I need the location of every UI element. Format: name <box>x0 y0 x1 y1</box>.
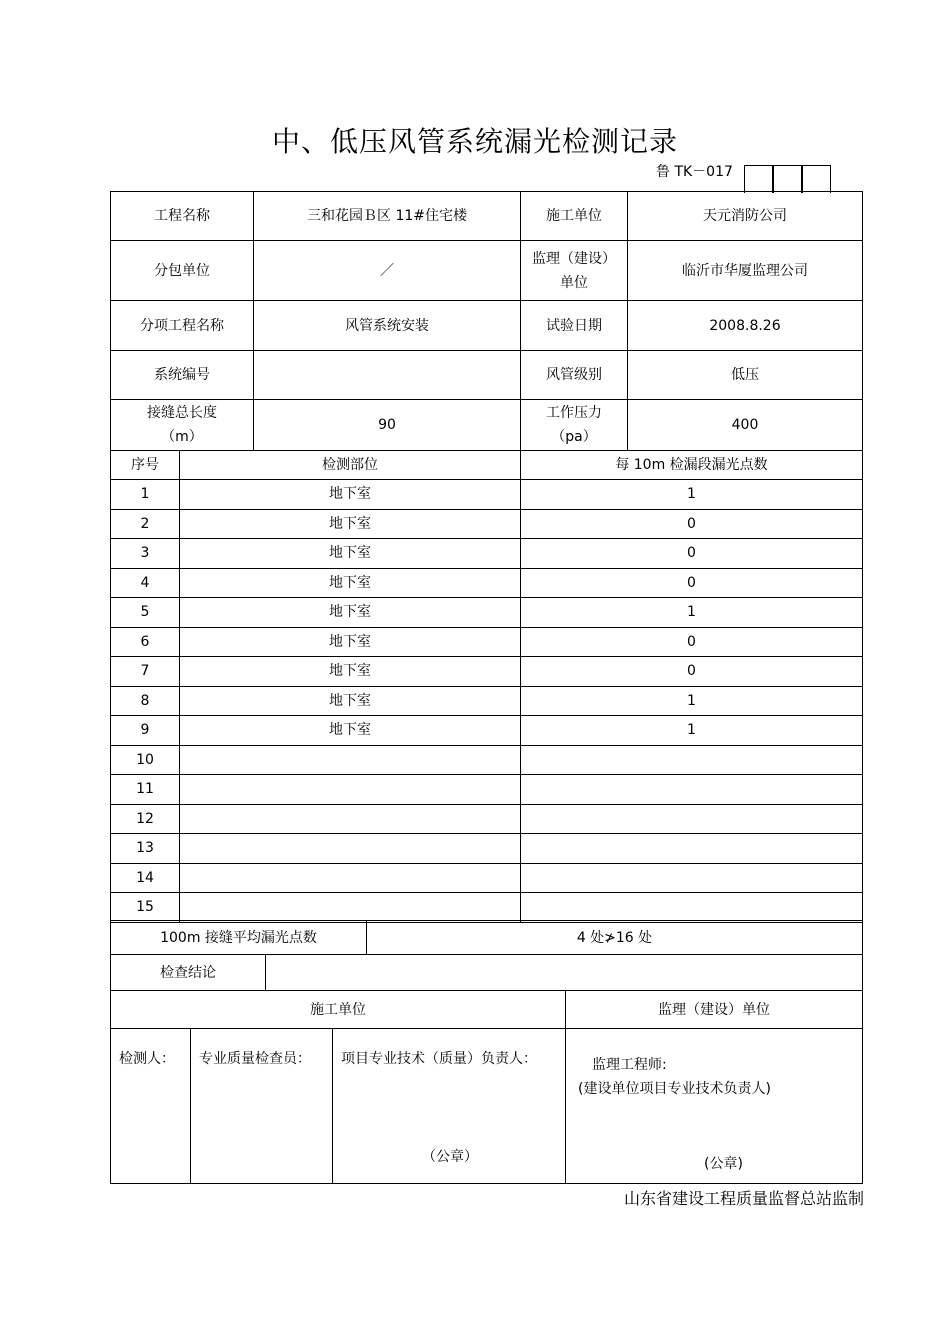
contractor: 天元消防公司 <box>628 192 863 241</box>
row-location <box>180 804 521 834</box>
project-name-label: 工程名称 <box>111 192 254 241</box>
duct-class-label: 风管级别 <box>521 351 628 400</box>
subitem-label: 分项工程名称 <box>111 301 254 351</box>
row-points <box>521 893 863 923</box>
row-points: 0 <box>521 657 863 687</box>
code-box-2 <box>773 165 802 193</box>
row-location: 地下室 <box>180 509 521 539</box>
footer-issuer: 山东省建设工程质量监督总站监制 <box>623 1189 864 1208</box>
conclusion-label: 检查结论 <box>111 955 266 991</box>
row-no: 13 <box>111 834 180 864</box>
inspector-label: 检测人： <box>111 1029 191 1184</box>
table-row <box>111 598 863 628</box>
row-no: 8 <box>111 686 180 716</box>
subcontractor: ／ <box>254 241 521 301</box>
work-pressure: 400 <box>628 400 863 451</box>
engineer-label: 监理工程师: <box>592 1057 667 1073</box>
table-row <box>111 568 863 598</box>
table-row <box>111 657 863 687</box>
supervisor-label: 监理（建设）单位 <box>521 241 628 301</box>
table-row <box>111 686 863 716</box>
work-pressure-label: 工作压力（pa） <box>521 400 628 451</box>
table-row <box>111 627 863 657</box>
table-row <box>111 834 863 864</box>
code-box-3 <box>802 165 831 193</box>
table-row <box>111 509 863 539</box>
row-points: 1 <box>521 716 863 746</box>
seam-length: 90 <box>254 400 521 451</box>
supervisor: 临沂市华厦监理公司 <box>628 241 863 301</box>
row-points: 0 <box>521 539 863 569</box>
row-no: 15 <box>111 893 180 923</box>
header-table <box>110 191 863 451</box>
row-points <box>521 775 863 805</box>
page-title: 中、低压风管系统漏光检测记录 <box>271 125 678 158</box>
row-points <box>521 834 863 864</box>
duct-class: 低压 <box>628 351 863 400</box>
avg-value: 4 处≯16 处 <box>367 921 863 955</box>
row-points: 1 <box>521 480 863 510</box>
table-row <box>111 539 863 569</box>
row-no: 9 <box>111 716 180 746</box>
row-no: 5 <box>111 598 180 628</box>
row-location: 地下室 <box>180 716 521 746</box>
leak-table <box>110 450 863 923</box>
row-no: 6 <box>111 627 180 657</box>
row-location: 地下室 <box>180 657 521 687</box>
row-location: 地下室 <box>180 686 521 716</box>
row-location <box>180 863 521 893</box>
owner-lead-label: (建设单位项目专业技术负责人) <box>578 1081 771 1097</box>
row-location <box>180 834 521 864</box>
row-points: 1 <box>521 598 863 628</box>
signature-table <box>110 990 863 1184</box>
row-location <box>180 893 521 923</box>
table-row <box>111 863 863 893</box>
table-row <box>111 893 863 923</box>
row-points: 0 <box>521 509 863 539</box>
contractor-label: 施工单位 <box>521 192 628 241</box>
subcontractor-label: 分包单位 <box>111 241 254 301</box>
summary-table <box>110 920 863 991</box>
table-row <box>111 804 863 834</box>
conclusion-value <box>266 955 863 991</box>
row-no: 2 <box>111 509 180 539</box>
system-no <box>254 351 521 400</box>
test-date-label: 试验日期 <box>521 301 628 351</box>
sig-contractor-header: 施工单位 <box>111 991 566 1029</box>
seal-left: （公章） <box>422 1149 478 1165</box>
tech-lead-label: 项目专业技术（质量）负责人： <box>333 1029 566 1184</box>
seal-right: (公章) <box>704 1156 743 1172</box>
row-no: 7 <box>111 657 180 687</box>
row-location: 地下室 <box>180 480 521 510</box>
row-no: 14 <box>111 863 180 893</box>
row-no: 4 <box>111 568 180 598</box>
col-location-header: 检测部位 <box>180 451 521 480</box>
table-row <box>111 480 863 510</box>
avg-label: 100m 接缝平均漏光点数 <box>111 921 367 955</box>
row-points: 0 <box>521 568 863 598</box>
row-location: 地下室 <box>180 598 521 628</box>
table-row <box>111 745 863 775</box>
sig-supervisor-header: 监理（建设）单位 <box>566 991 863 1029</box>
row-points: 1 <box>521 686 863 716</box>
row-no: 12 <box>111 804 180 834</box>
row-location <box>180 775 521 805</box>
system-no-label: 系统编号 <box>111 351 254 400</box>
row-no: 10 <box>111 745 180 775</box>
row-location: 地下室 <box>180 539 521 569</box>
row-location: 地下室 <box>180 568 521 598</box>
form-code: 鲁 TK－017 <box>656 164 733 180</box>
project-name: 三和花园Ｂ区 11#住宅楼 <box>254 192 521 241</box>
row-location: 地下室 <box>180 627 521 657</box>
seam-length-label: 接缝总长度（m） <box>111 400 254 451</box>
row-points <box>521 863 863 893</box>
row-no: 11 <box>111 775 180 805</box>
quality-inspector-label: 专业质量检查员： <box>191 1029 333 1184</box>
table-row <box>111 716 863 746</box>
row-location <box>180 745 521 775</box>
subitem: 风管系统安装 <box>254 301 521 351</box>
test-date: 2008.8.26 <box>628 301 863 351</box>
row-points <box>521 745 863 775</box>
row-points <box>521 804 863 834</box>
col-no-header: 序号 <box>111 451 180 480</box>
row-no: 3 <box>111 539 180 569</box>
code-box-1 <box>744 165 773 193</box>
row-points: 0 <box>521 627 863 657</box>
row-no: 1 <box>111 480 180 510</box>
col-points-header: 每 10m 检漏段漏光点数 <box>521 451 863 480</box>
table-row <box>111 775 863 805</box>
